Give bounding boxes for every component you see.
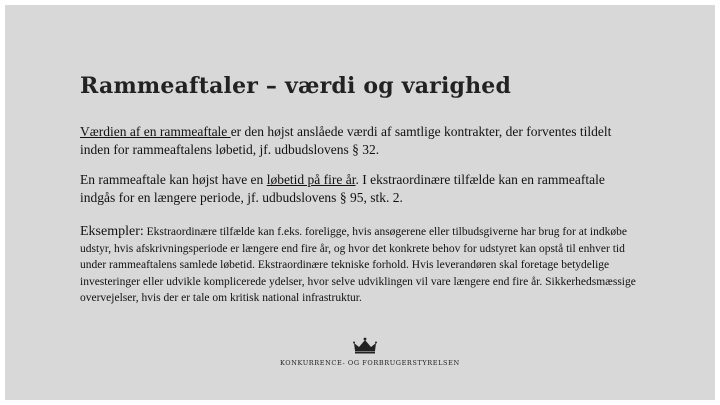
examples-text: Ekstraordinære tilfælde kan f.eks. foreligge, hvis ansøgerene eller tilbudsgiverne har brug for at indkøbe udstyr, hvis afskrivningsperiode er længere end fire år, og hvor det konkrete behov for udstyret kan opstå til enhver tid under rammeaftalens samlede løbetid. Ekstraordinære tekniske forhold. Hvis leverandøren skal foretage betydelige investeringer eller udvikle komplicerede ydelser, hvor selve udviklingen vil vare længere end fire år. Sikkerhedsmæssige overvejelser, hvis der er tale om kritisk national infrastruktur. [80,226,636,304]
crown-icon [352,337,378,355]
footer-logo [280,337,460,373]
paragraph-value-text: er den højst anslåede værdi af samtlige kontrakter, der forventes tildelt inden for rammeaftalens løbetid, jf. udbudslovens § 32. [80,124,612,157]
footer-logo-text: KONKURRENCE- OG FORBRUGERSTYRELSEN [280,359,460,367]
value-link[interactable]: Værdien af en rammeaftale [80,124,231,139]
paragraph-duration-before: En rammeaftale kan højst have en [80,172,267,187]
paragraph-duration-after: . I ekstraordinære tilfælde kan en rammeaftale indgås for en længere periode, jf. udbudslovens § 95, stk. 2. [80,172,605,205]
paragraph-duration [80,171,640,207]
paragraph-examples [80,224,640,307]
page-title: Rammeaftaler – værdi og varighed [80,73,512,99]
paragraph-value [80,123,640,159]
slide [5,5,715,400]
duration-link[interactable]: løbetid på fire år [266,172,356,187]
examples-label: Eksempler: [80,224,144,239]
